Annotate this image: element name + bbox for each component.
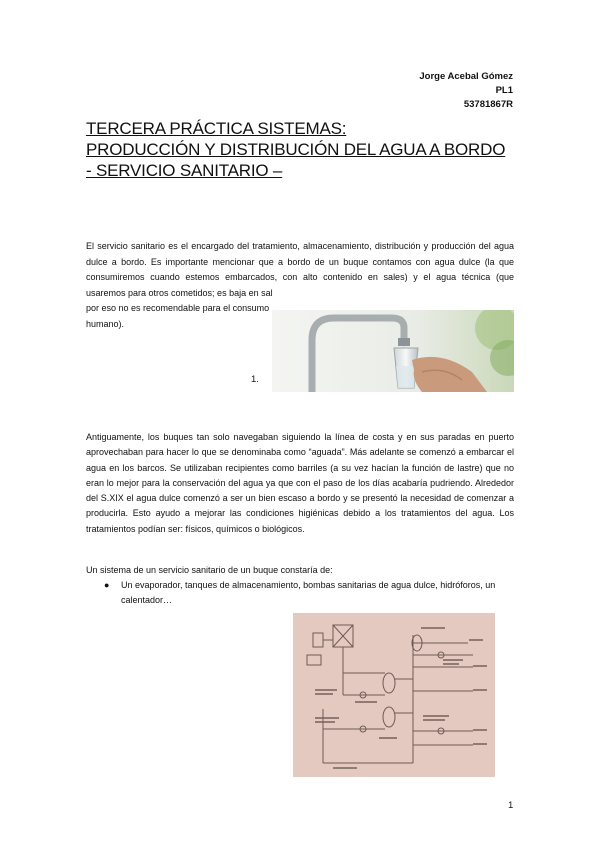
title-line-3: - SERVICIO SANITARIO –	[86, 161, 283, 180]
author-id: 53781867R	[463, 99, 513, 110]
paragraph-history: Antiguamente, los buques tan solo navegaban siguiendo la línea de costa y en sus paradas en puerto aprovechaban para hacer lo que se denominaba como “aguada”. Más adelante se comenzó a embarcar el agua en los barcos. Se utilizaban recipientes como barriles (a su vez hacían la función de lastre) que no eran lo mejor para la conservación del agua ya que con el paso de los días acabaría pudriendo. Alrededor del S.XIX el agua dulce comenzó a ser un bien escaso a bordo y se presentó la necesidad de comenzar a producirla. Esto ayudo a mejorar las condiciones higiénicas debido a los tratamientos del agua. Los tratamientos podían ser: físicos, químicos o biológicos.	[86, 432, 514, 534]
paragraph-intro: El servicio sanitario es el encargado del tratamiento, almacenamiento, distribución y producción del agua dulce a bordo. Es importante mencionar que a bordo de un buque contamos con agua dulce (la que consumiremos cuando estemos embarcados, con alto contenido en sales) y el agua técnica (que usaremos para otros cometidos; es baja en sal	[86, 241, 514, 298]
author-block	[419, 70, 513, 112]
bullet-dot-icon: ●	[104, 580, 110, 590]
title-line-2: PRODUCCIÓN Y DISTRIBUCIÓN DEL AGUA A BORDO	[86, 140, 506, 159]
document-title	[86, 118, 526, 181]
figure-number: 1.	[251, 374, 259, 385]
title-line-1: TERCERA PRÁCTICA SISTEMAS:	[86, 119, 347, 138]
sanitary-diagram-image	[293, 613, 495, 777]
author-group: PL1	[495, 85, 513, 96]
faucet-water-photo	[272, 310, 514, 392]
bullet-item-text: Un evaporador, tanques de almacenamiento, bombas sanitarias de agua dulce, hidróforos, un calentador…	[121, 580, 496, 606]
paragraph-system: Un sistema de un servicio sanitario de un buque constaría de:	[86, 565, 333, 575]
author-name: Jorge Acebal Gómez	[419, 71, 513, 82]
page-number: 1	[508, 800, 514, 811]
paragraph-intro-continued: por eso no es recomendable para el consumo humano).	[86, 303, 270, 329]
faucet-water-image	[272, 310, 514, 392]
sanitary-system-diagram	[293, 613, 495, 777]
